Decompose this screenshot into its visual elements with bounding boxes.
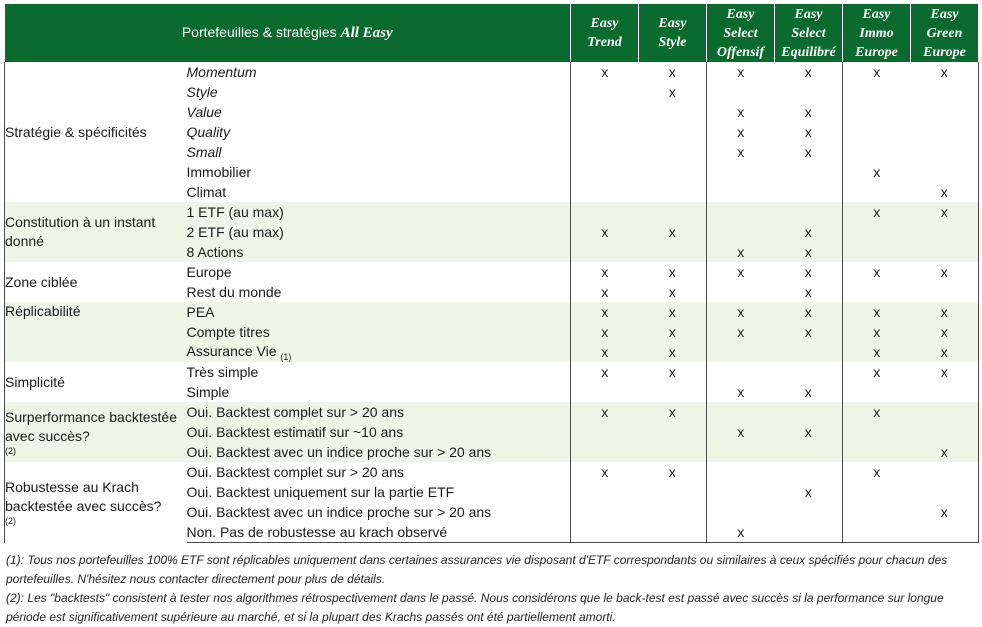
mark-cell <box>843 102 911 122</box>
mark-cell <box>911 482 979 502</box>
mark-cell <box>639 382 707 402</box>
criterion-label: Momentum <box>186 64 257 80</box>
mark-cell <box>843 222 911 242</box>
mark-cell <box>639 522 707 543</box>
mark-cell <box>775 522 843 543</box>
mark-cell: x <box>843 302 911 322</box>
mark-cell: x <box>571 342 639 362</box>
criterion-label: 8 Actions <box>187 242 571 262</box>
criterion-label: Oui. Backtest avec un indice proche sur > 20 ans <box>187 442 571 462</box>
mark-cell <box>843 122 911 142</box>
mark-cell: x <box>843 62 911 82</box>
title-prefix: Portefeuilles & stratégies <box>181 24 337 40</box>
mark-cell: x <box>804 384 812 400</box>
footnotes <box>6 551 976 627</box>
criterion-label: Rest du monde <box>186 284 282 300</box>
mark-cell <box>571 182 639 202</box>
criterion-label: PEA <box>187 302 571 322</box>
mark-cell <box>911 242 979 262</box>
criterion-label: Style <box>186 84 218 100</box>
mark-cell: x <box>911 302 979 322</box>
mark-cell: x <box>775 302 843 322</box>
criterion-label: Oui. Backtest estimatif sur ~10 ans <box>187 422 571 442</box>
criterion-label: Value <box>186 104 222 120</box>
mark-cell: x <box>571 302 639 322</box>
mark-cell: x <box>571 322 639 342</box>
mark-cell: x <box>843 342 911 362</box>
mark-cell: x <box>843 202 911 222</box>
mark-cell <box>911 282 979 302</box>
mark-cell <box>775 202 843 222</box>
mark-cell <box>571 142 639 162</box>
mark-cell <box>707 482 775 502</box>
mark-cell: x <box>843 162 911 182</box>
mark-cell: x <box>804 104 812 120</box>
table-row <box>5 262 979 282</box>
category-label: Surperformance backtestée avec succès? (2) <box>5 402 187 462</box>
mark-cell <box>639 442 707 462</box>
mark-cell <box>775 442 843 462</box>
criterion-note: (1) <box>280 351 292 362</box>
mark-cell: x <box>668 364 676 380</box>
mark-cell: x <box>707 522 775 543</box>
category-note: (2) <box>5 516 16 527</box>
mark-cell <box>639 242 707 262</box>
mark-cell <box>707 82 775 102</box>
category-label: Robustesse au Krach backtestée avec succès? (2) <box>5 462 187 543</box>
mark-cell <box>571 482 639 502</box>
criterion-label: Assurance Vie $_{(1)}$ <box>187 342 571 362</box>
portfolio-header-easy-select-offensif: Easy Select Offensif <box>707 4 775 62</box>
mark-cell <box>707 282 775 302</box>
criterion-label: Immobilier <box>186 164 252 180</box>
mark-cell <box>911 82 979 102</box>
mark-cell: x <box>668 464 676 480</box>
table-row <box>5 62 979 82</box>
mark-cell: x <box>707 242 775 262</box>
mark-cell: x <box>668 64 676 80</box>
category-label: Réplicabilité <box>5 302 187 362</box>
footnote-2: (2): Les "backtests" consistent à tester nos algorithmes rétrospectivement dans le passé. Nous considérons que le back-test est passé avec succès si la performance sur longue période est significativement supérieure au marché, et si la plupart des Krachs passés ont été partiellement amorti. <box>6 591 944 624</box>
mark-cell <box>775 162 843 182</box>
mark-cell <box>639 482 707 502</box>
criterion-label: 1 ETF (au max) <box>187 202 571 222</box>
mark-cell: x <box>911 182 979 202</box>
mark-cell <box>843 482 911 502</box>
mark-cell <box>911 142 979 162</box>
portfolio-header-easy-style: Easy Style <box>639 4 707 62</box>
mark-cell <box>707 162 775 182</box>
mark-cell <box>707 402 775 422</box>
mark-cell: x <box>804 284 812 300</box>
comparison-table <box>4 4 979 543</box>
mark-cell <box>775 182 843 202</box>
mark-cell <box>843 82 911 102</box>
mark-cell <box>639 182 707 202</box>
mark-cell <box>911 122 979 142</box>
table-row <box>5 202 979 222</box>
mark-cell <box>911 382 979 402</box>
mark-cell <box>911 462 979 482</box>
mark-cell <box>775 342 843 362</box>
mark-cell: x <box>843 462 911 482</box>
mark-cell <box>639 142 707 162</box>
mark-cell: x <box>843 402 911 422</box>
mark-cell: x <box>639 342 707 362</box>
criterion-label: Quality <box>186 124 231 140</box>
mark-cell <box>707 502 775 522</box>
mark-cell: x <box>775 222 843 242</box>
portfolio-header-easy-green-europe: Easy Green Europe <box>911 4 979 62</box>
category-label: Stratégie & spécificités <box>5 62 187 202</box>
mark-cell: x <box>775 322 843 342</box>
mark-cell <box>707 362 775 382</box>
mark-cell: x <box>571 362 639 382</box>
mark-cell: x <box>804 64 812 80</box>
mark-cell <box>843 182 911 202</box>
mark-cell <box>639 102 707 122</box>
mark-cell: x <box>639 322 707 342</box>
criterion-label: Small <box>186 144 222 160</box>
mark-cell: x <box>804 264 812 280</box>
criterion-label: Oui. Backtest uniquement sur la partie ETF <box>186 484 455 500</box>
mark-cell <box>571 162 639 182</box>
mark-cell: x <box>843 362 911 382</box>
criterion-label: Oui. Backtest complet sur > 20 ans <box>187 402 571 422</box>
mark-cell <box>775 462 843 482</box>
mark-cell <box>911 222 979 242</box>
mark-cell <box>639 422 707 442</box>
mark-cell <box>843 422 911 442</box>
criterion-label: Très simple <box>186 364 259 380</box>
mark-cell <box>571 82 639 102</box>
mark-cell: x <box>707 302 775 322</box>
mark-cell: x <box>571 282 639 302</box>
portfolio-header-easy-trend: Easy Trend <box>571 4 639 62</box>
mark-cell <box>639 202 707 222</box>
mark-cell: x <box>571 62 639 82</box>
criterion-label: Compte titres <box>187 322 571 342</box>
mark-cell: x <box>639 402 707 422</box>
mark-cell: x <box>571 402 639 422</box>
mark-cell: x <box>639 222 707 242</box>
mark-cell <box>775 362 843 382</box>
criterion-label: Oui. Backtest avec un indice proche sur > 20 ans <box>186 504 492 520</box>
mark-cell <box>571 202 639 222</box>
mark-cell: x <box>911 322 979 342</box>
mark-cell <box>843 282 911 302</box>
header-row <box>5 4 979 62</box>
mark-cell: x <box>911 202 979 222</box>
mark-cell <box>571 382 639 402</box>
footnote-1: (1): Tous nos portefeuilles 100% ETF sont réplicables uniquement dans certaines assurances vie disposant d'ETF correspondants ou similaires à ceux spécifiés pour chacun des portefeuilles. N'hésitez nous contacter directement pour plus de détails. <box>6 553 948 586</box>
mark-cell <box>911 162 979 182</box>
table-row <box>5 362 979 382</box>
criterion-label: Climat <box>186 184 227 200</box>
mark-cell <box>571 502 639 522</box>
mark-cell <box>707 442 775 462</box>
category-note: (2) <box>5 446 16 456</box>
mark-cell: x <box>775 422 843 442</box>
mark-cell <box>707 222 775 242</box>
mark-cell: x <box>571 262 639 282</box>
portfolio-header-easy-select-equilibre: Easy Select Equilibré <box>775 4 843 62</box>
mark-cell <box>843 382 911 402</box>
mark-cell: x <box>668 264 676 280</box>
criterion-label: 2 ETF (au max) <box>187 222 571 242</box>
mark-cell: x <box>804 124 812 140</box>
mark-cell: x <box>804 144 812 160</box>
criterion-label: Simple <box>186 384 230 400</box>
title-brand: All Easy <box>340 25 393 41</box>
mark-cell: x <box>911 62 979 82</box>
mark-cell: x <box>707 382 775 402</box>
table-row <box>5 402 979 422</box>
mark-cell: x <box>911 502 979 522</box>
mark-cell: x <box>707 422 775 442</box>
mark-cell: x <box>668 84 676 100</box>
mark-cell <box>911 102 979 122</box>
mark-cell <box>775 82 843 102</box>
mark-cell <box>707 182 775 202</box>
mark-cell <box>571 422 639 442</box>
mark-cell <box>571 522 639 543</box>
mark-cell: x <box>707 262 775 282</box>
mark-cell: x <box>639 302 707 322</box>
mark-cell <box>707 342 775 362</box>
mark-cell: x <box>804 484 812 500</box>
mark-cell: x <box>775 242 843 262</box>
mark-cell <box>843 142 911 162</box>
table-title <box>5 4 571 62</box>
mark-cell: x <box>911 362 979 382</box>
mark-cell <box>639 502 707 522</box>
mark-cell <box>843 442 911 462</box>
mark-cell: x <box>911 442 979 462</box>
mark-cell: x <box>707 122 775 142</box>
mark-cell <box>843 502 911 522</box>
mark-cell <box>843 522 911 543</box>
criterion-label: Oui. Backtest complet sur > 20 ans <box>186 464 404 480</box>
mark-cell <box>571 442 639 462</box>
table-row <box>5 462 979 482</box>
mark-cell: x <box>843 262 911 282</box>
mark-cell <box>911 422 979 442</box>
mark-cell <box>639 122 707 142</box>
mark-cell <box>775 502 843 522</box>
mark-cell: x <box>707 142 775 162</box>
category-label: Zone ciblée <box>5 262 187 302</box>
mark-cell <box>911 402 979 422</box>
criterion-label: Europe <box>186 264 232 280</box>
mark-cell: x <box>911 342 979 362</box>
mark-cell <box>911 522 979 543</box>
portfolio-header-easy-immo-europe: Easy Immo Europe <box>843 4 911 62</box>
mark-cell: x <box>707 322 775 342</box>
table-row <box>5 302 979 322</box>
mark-cell <box>639 162 707 182</box>
mark-cell <box>707 462 775 482</box>
category-label: Constitution à un instant donné <box>5 202 187 262</box>
table-body <box>5 62 979 543</box>
mark-cell: x <box>571 222 639 242</box>
criterion-label: Non. Pas de robustesse au krach observé <box>187 522 571 543</box>
mark-cell: x <box>707 102 775 122</box>
mark-cell <box>843 242 911 262</box>
mark-cell: x <box>843 322 911 342</box>
mark-cell: x <box>707 62 775 82</box>
mark-cell <box>571 102 639 122</box>
mark-cell <box>571 122 639 142</box>
mark-cell: x <box>911 262 979 282</box>
mark-cell <box>707 202 775 222</box>
mark-cell: x <box>668 284 676 300</box>
mark-cell <box>775 402 843 422</box>
category-label: Simplicité <box>5 362 187 402</box>
mark-cell <box>571 242 639 262</box>
mark-cell: x <box>571 462 639 482</box>
